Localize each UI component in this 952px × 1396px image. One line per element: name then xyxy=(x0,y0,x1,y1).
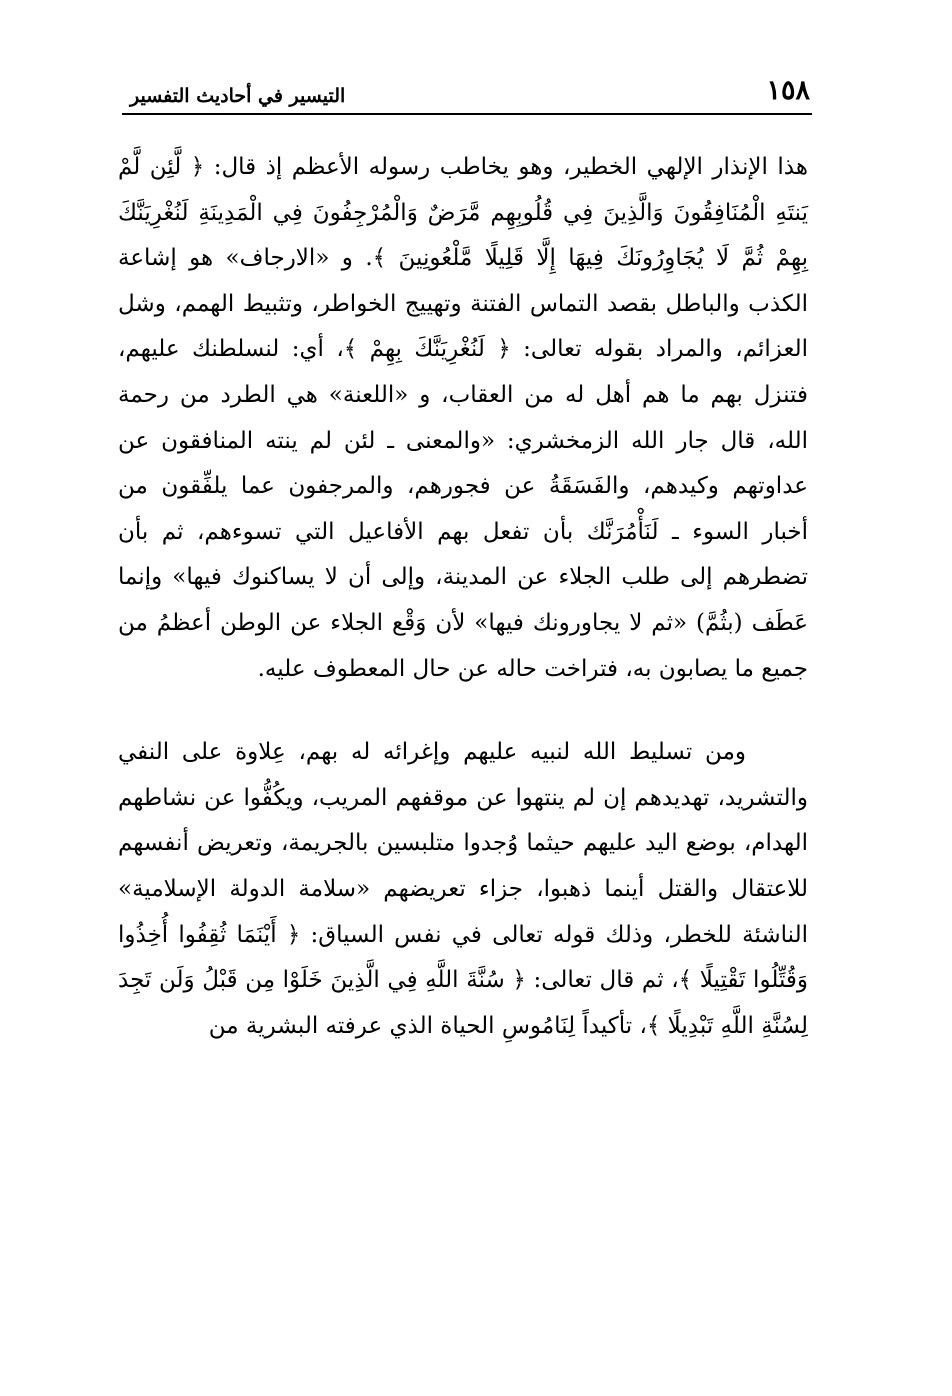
paragraph-1: هذا الإنذار الإلهي الخطير، وهو يخاطب رسوله الأعظم إذ قال: ﴿ لَّئِن لَّمْ يَنتَهِ الْمُنَافِقُونَ وَالَّذِينَ فِي قُلُوبِهِم مَّرَضٌ وَالْمُرْجِفُونَ فِي الْمَدِينَةِ لَنُغْرِيَنَّكَ بِهِمْ ثُمَّ لَا يُجَاوِرُونَكَ فِيهَا إِلَّا قَلِيلًا مَّلْعُونِينَ ﴾. و «الارجاف» هو إشاعة الكذب والباطل بقصد التماس الفتنة وتهييج الخواطر، وتثبيط الهمم، وشل العزائم، والمراد بقوله تعالى: ﴿ لَنُغْرِيَنَّكَ بِهِمْ ﴾، أي: لنسلطنك عليهم، فتنزل بهم ما هم أهل له من العقاب، و «اللعنة» هي الطرد من رحمة الله، قال جار الله الزمخشري: «والمعنى ـ لئن لم ينته المنافقون عن عداوتهم وكيدهم، والفَسَقَةُ عن فجورهم، والمرجفون عما يلفِّقون من أخبار السوء ـ لَنَأْمُرَنَّك بأن تفعل بهم الأفاعيل التي تسوءهم، ثم بأن تضطرهم إلى طلب الجلاء عن المدينة، وإلى أن لا يساكنوك فيها» وإنما عَطَف (بثُمَّ) «ثم لا يجاورونك فيها» لأن وَقْع الجلاء عن الوطن أعظمُ من جميع ما يصابون به، فتراخت حاله عن حال المعطوف عليه. xyxy=(118,154,808,682)
running-header xyxy=(122,72,812,118)
page-number: ١٥٨ xyxy=(766,75,810,106)
paragraph-2: ومن تسليط الله لنبيه عليهم وإغرائه له بهم، عِلاوة على النفي والتشريد، تهديدهم إن لم ينتهوا عن موقفهم المريب، ويكُفُّوا عن نشاطهم الهدام، بوضع اليد عليهم حيثما وُجدوا متلبسين بالجريمة، وتعريض أنفسهم للاعتقال والقتل أينما ذهبوا، جزاء تعريضهم «سلامة الدولة الإسلامية» الناشئة للخطر، وذلك قوله تعالى في نفس السياق: ﴿ أَيْنَمَا ثُقِفُوا أُخِذُوا وَقُتِّلُوا تَقْتِيلًا ﴾، ثم قال تعالى: ﴿ سُنَّةَ اللَّهِ فِي الَّذِينَ خَلَوْا مِن قَبْلُ وَلَن تَجِدَ لِسُنَّةِ اللَّهِ تَبْدِيلًا ﴾، تأكيداً لِنَامُوسِ الحياة الذي عرفته البشرية من xyxy=(118,739,808,1039)
header-rule xyxy=(122,113,812,115)
book-title: التيسير في أحاديث التفسير xyxy=(130,85,346,107)
body-text xyxy=(118,145,808,1049)
